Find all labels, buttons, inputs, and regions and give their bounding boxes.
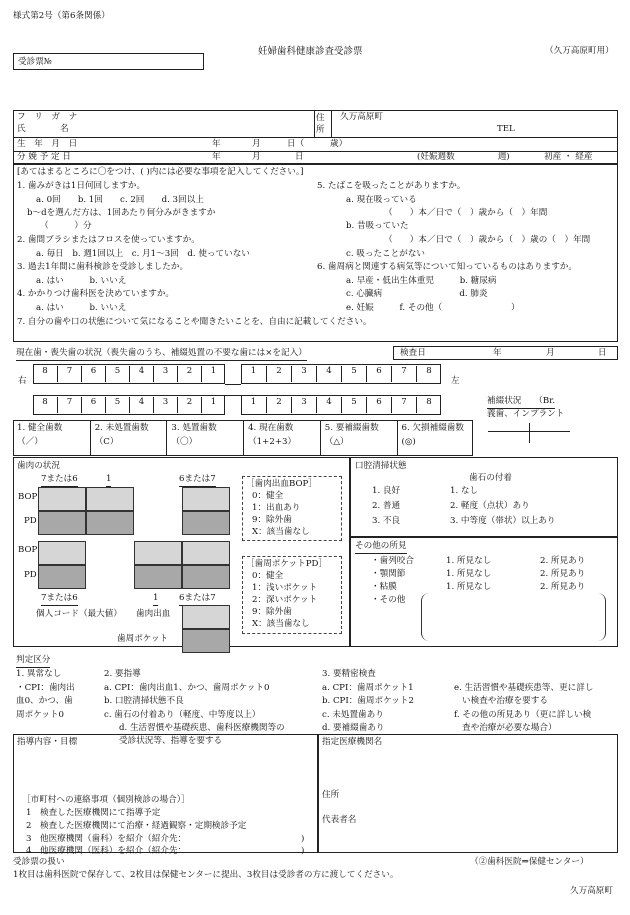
- bop-upper-right[interactable]: [38, 487, 86, 511]
- max-bleeding-field[interactable]: [182, 605, 230, 629]
- count-label: 3. 処置歯数: [171, 423, 217, 433]
- tooth-lower-left-7[interactable]: 7: [391, 397, 416, 413]
- tooth-upper-right-8[interactable]: 1: [201, 366, 225, 382]
- first-birth-choice: 初産 ・ 経産: [544, 152, 593, 162]
- due-date-label: 分 娩 予 定 日: [17, 152, 71, 162]
- tooth-upper-left-8[interactable]: 8: [416, 366, 441, 382]
- bop-lower-front[interactable]: [134, 541, 182, 565]
- count-label: 1. 健全歯数: [17, 423, 63, 433]
- judgement-title: 判定区分: [16, 655, 50, 668]
- tooth-upper-right-5[interactable]: 4: [129, 366, 153, 382]
- bop-lower-left[interactable]: [182, 541, 230, 565]
- pd-lower-left[interactable]: [182, 565, 230, 589]
- tooth-upper-right-2[interactable]: 7: [57, 366, 81, 382]
- age-field: 日（ 歳）: [287, 139, 348, 149]
- tel-label: TEL: [497, 124, 515, 134]
- right-side-label: 右: [18, 376, 27, 386]
- tooth-lower-left-5[interactable]: 5: [341, 397, 366, 413]
- count-symbol: （〇）: [171, 437, 198, 447]
- tooth-lower-left-2[interactable]: 2: [266, 397, 291, 413]
- pd-upper-front[interactable]: [86, 511, 134, 535]
- bop-legend: ［歯肉出血BOP］ 0：健全 1：出血あり 9：除外歯 X：該当歯なし: [242, 476, 342, 541]
- tooth-upper-left-5[interactable]: 5: [341, 366, 366, 382]
- count-symbol: （／）: [17, 437, 43, 447]
- furigana-label: フ リ ガ ナ: [17, 112, 78, 122]
- guidance-title: 指導内容・目標: [17, 737, 78, 747]
- pd-lower-front[interactable]: [134, 565, 182, 589]
- town-use-label: （久万高原町用）: [545, 46, 614, 56]
- tooth-lower-left-4[interactable]: 4: [316, 397, 341, 413]
- pd-upper-right[interactable]: [38, 511, 86, 535]
- count-label: 6. 欠損補綴歯数: [401, 423, 464, 433]
- bop-upper-left[interactable]: [182, 487, 230, 511]
- count-symbol: （△）: [324, 437, 349, 447]
- tooth-upper-right-3[interactable]: 6: [81, 366, 105, 382]
- count-cell-2[interactable]: [90, 420, 167, 456]
- tooth-upper-left-3[interactable]: 3: [291, 366, 316, 382]
- address-value: 久万高原町: [340, 112, 383, 122]
- tooth-lower-right-1[interactable]: 8: [42, 397, 48, 407]
- tooth-upper-right-4[interactable]: 5: [105, 366, 129, 382]
- tooth-upper-left-2[interactable]: 2: [266, 366, 291, 382]
- pocket-label: 歯周ポケット: [117, 634, 169, 644]
- clinic-name-label: 指定医療機関名: [322, 737, 383, 747]
- tooth-upper-left-6[interactable]: 6: [366, 366, 391, 382]
- exam-date-field[interactable]: 検査日 年 月 日: [393, 346, 618, 360]
- tooth-upper-left-4[interactable]: 4: [316, 366, 341, 382]
- clinic-box[interactable]: [318, 734, 618, 853]
- tooth-upper-left-7[interactable]: 7: [391, 366, 416, 382]
- gum-status-title: 歯肉の状況: [17, 461, 60, 471]
- questionnaire-instruction: [あてはまるところに〇をつけ、( )内には必要な事項を記入してください。]: [17, 167, 304, 177]
- tooth-upper-right-1[interactable]: 8: [42, 366, 48, 376]
- calculus-title: 歯石の付着: [469, 473, 512, 483]
- count-cell-3[interactable]: [166, 420, 243, 456]
- count-symbol: （1+2+3）: [248, 437, 297, 447]
- name-label: 氏 名: [17, 124, 69, 134]
- form-title: 妊婦歯科健康診査受診票: [258, 46, 363, 57]
- count-cell-4[interactable]: [243, 420, 320, 456]
- handling-title: 受診票の扱い: [13, 857, 65, 867]
- count-cell-1[interactable]: [13, 420, 90, 456]
- tooth-lower-left-1[interactable]: 1: [250, 397, 257, 407]
- liaison-title: ［市町村への連絡事項（個別検診の場合）］: [22, 795, 190, 805]
- bleeding-label: 歯肉出血: [136, 609, 171, 619]
- tooth-lower-right-5[interactable]: 4: [129, 397, 153, 413]
- bop-upper-front[interactable]: [86, 487, 134, 511]
- other-findings-title: その他の所見: [355, 541, 407, 554]
- ticket-number-field[interactable]: 受診票№: [13, 53, 204, 70]
- tooth-upper-right-6[interactable]: 3: [153, 366, 177, 382]
- dental-checkup-form: 様式第2号（第6条関係） 妊婦歯科健康診査受診票 （久万高原町用） 受診票№ フ リ ガ ナ 氏 名 住 所 久万高原町 TEL 生 年 月 日 年 月 日（ 歳） 分 娩 予 定 日 年 月 日 (妊娠週数 週) 初産 ・ 経産 [あてはまるところに〇をつけ、( )内には必要な事項を記入してください。] 1. 歯みがきは1日何回しますか。 a. 0回 b. 1回 c. 2回 d. 3回以上 b～dを選んだ方は、1回あたり何分みがきますか （ ）分 2. 歯間ブラシまたはフロスを使っていますか。 a. 毎日 b. 週1回以上 c. 月1～3回 d. 使っていない 3. 過去1年間に歯科検診を受診しましたか。 a. はい b. いいえ 4. かかりつけ歯科医を決めていますか。 a. はい b. いいえ 5. たばこを吸ったことがありますか。 a. 現在吸っている （ ）本／日で（ ）歳から（ ）年間 b. 昔吸っていた （ ）本／日で（ ）歳から（ ）歳の（ ）年間 c. 吸ったことがない 6. 歯周病と関連する病気等について知っているものはありますか。 a. 早産・低出生体重児 b. 糖尿病 c. 心臓病 d. 肺炎 e. 妊娠 f. その他（ ） 7. 自分の歯や口の状態について気になることや聞きたいことを、自由に記載してください。 現在歯・喪失歯の状況（喪失歯のうち、補綴処置の不要な歯には×を記入） 検査日 年 月 日 右 左 8 7 6 5 4 3 2 1 1 2 3 4 5 6 7 8 8 7 6 5 4 3 2 1 1 2 3 4 5 6 7 8 補綴状況 （Br. 義歯、インプラント 1. 健全歯数 （／） 2. 未処置歯数 （C） 3. 処置歯数 （〇） 4. 現在歯数 （1+2+3） 5. 要補綴歯数 （△） 6. 欠損補綴歯数 (◎) 歯肉の状況 7または6 1 6または7 BOP PD BOP PD 7または6 1 6または7 個人コード（最大値） 歯肉出血 歯周ポケット ［歯肉出血BOP］ 0：健全 1：出血あり 9：除外歯 X：該当歯なし ［歯周ポケットPD］ 0：健全 1：浅いポケット 2：深いポケット 9：除外歯 X：該当歯なし 口腔清掃状態 1. 良好 2. 普通 3. 不良 歯石の付着 1. なし 2. 軽度（点状）あり 3. 中等度（帯状）以上あり その他の所見 ・歯列咬合 1. 所見なし 2. 所見あり ・顎関節 1. 所見なし 2. 所見あり ・粘膜 1. 所見なし 2. 所見あり ・その他 判定区分 1. 異常なし ・CPI：歯肉出 血0、かつ、歯 周ポケット0 2. 要指導 a. CPI：歯肉出血1、かつ、歯周ポケット0 b. 口腔清掃状態不良 c. 歯石の付着あり（軽度、中等度以上） d. 生活習慣や基礎疾患、歯科医療機関等の 受診状況等、指導を要する 3. 要精密検査 a. CPI：歯周ポケット1 b. CPI：歯周ポケット2 c. 未処置歯あり d. 要補綴歯あり e. 生活習慣や基礎疾患等、更に詳し い検査や治療を要する f. その他の所見あり（更に詳しい検 査や治療が必要な場合） 指導内容・目標 ［市町村への連絡事項（個別検診の場合）］ 1 検査した医療機関にて指導予定 2 検査した医療機関にて治療・経過観察・定期検診予定 3 他医療機関（歯科）を紹介（紹介先： 4 他医療機関（医科）を紹介（紹介先： ) ) 指定医療機関名 住所 代表者名 受診票の扱い （②歯科医院⇒保健センター） 1枚目は歯科医院で保存して、2枚目は保健センターに提出、3枚目は受診者の方に渡してください。 久万高原町: [0, 0, 630, 915]
- handling-note: 1枚目は歯科医院で保存して、2枚目は保健センターに提出、3枚目は受診者の方に渡してください。: [13, 870, 399, 880]
- max-pocket-field[interactable]: [182, 629, 230, 653]
- form-number: 様式第2号（第6条関係）: [13, 11, 110, 21]
- handling-flow: （②歯科医院⇒保健センター）: [470, 857, 589, 867]
- tooth-lower-right-3[interactable]: 6: [81, 397, 105, 413]
- count-label: 5. 要補綴歯数: [324, 423, 379, 433]
- tooth-lower-left-6[interactable]: 6: [366, 397, 391, 413]
- tooth-lower-right-8[interactable]: 1: [201, 397, 225, 413]
- left-side-label: 左: [451, 376, 460, 386]
- address-label: 住 所: [316, 113, 325, 135]
- gestation-weeks: (妊娠週数 週): [417, 152, 510, 162]
- tooth-lower-right-4[interactable]: 5: [105, 397, 129, 413]
- pd-upper-left[interactable]: [182, 511, 230, 535]
- question-7: 7. 自分の歯や口の状態について気になることや聞きたいことを、自由に記載してください。: [17, 317, 372, 327]
- count-cell-6[interactable]: [397, 420, 474, 456]
- count-symbol: （C）: [94, 437, 119, 447]
- footer-town: 久万高原町: [570, 886, 613, 896]
- tooth-lower-right-6[interactable]: 3: [153, 397, 177, 413]
- tooth-lower-left-3[interactable]: 3: [291, 397, 316, 413]
- tooth-upper-left-1[interactable]: 1: [250, 366, 257, 376]
- teeth-section-title: 現在歯・喪失歯の状況（喪失歯のうち、補綴処置の不要な歯には×を記入）: [16, 348, 307, 361]
- tooth-lower-right-7[interactable]: 2: [177, 397, 201, 413]
- pd-legend: ［歯周ポケットPD］ 0：健全 1：浅いポケット 2：深いポケット 9：除外歯 X：該当歯なし: [242, 556, 342, 634]
- count-symbol: (◎): [401, 437, 416, 447]
- tooth-lower-right-2[interactable]: 7: [57, 397, 81, 413]
- pd-lower-right[interactable]: [38, 565, 86, 589]
- count-label: 4. 現在歯数: [248, 423, 294, 433]
- clinic-address-label: 住所: [322, 790, 340, 800]
- count-cell-5[interactable]: [320, 420, 397, 456]
- tooth-lower-left-8[interactable]: 8: [416, 397, 441, 413]
- oral-hygiene-title: 口腔清掃状態: [355, 461, 407, 471]
- tooth-upper-right-7[interactable]: 2: [177, 366, 201, 382]
- individual-code-label: 個人コード（最大値）: [36, 609, 122, 619]
- birthdate-label: 生 年 月 日: [17, 139, 78, 149]
- prosthesis-status: 補綴状況 （Br.: [487, 396, 555, 409]
- bop-lower-right[interactable]: [38, 541, 86, 565]
- count-label: 2. 未処置歯数: [94, 423, 149, 433]
- other-notes-field[interactable]: [421, 593, 606, 641]
- representative-label: 代表者名: [322, 815, 357, 825]
